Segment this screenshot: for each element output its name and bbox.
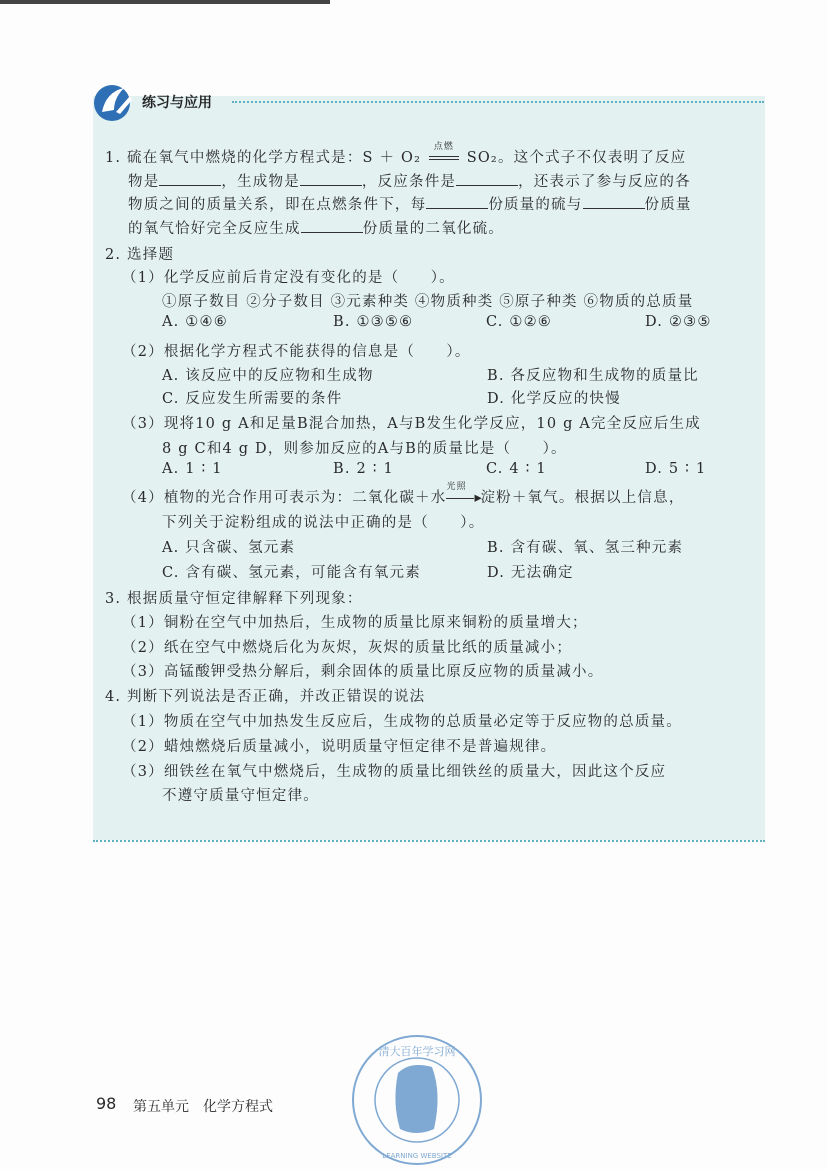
- option-c[interactable]: C. 含有碳、氢元素，可能含有氧元素: [162, 565, 421, 581]
- section-logo-icon: [92, 82, 136, 122]
- svg-text:LEARNING WEBSITE: LEARNING WEBSITE: [382, 1152, 452, 1160]
- option-a[interactable]: A. 只含碳、氢元素: [162, 540, 296, 556]
- q1-line3: 物质之间的质量关系，即在点燃条件下，每 份质量的硫与 份质量: [128, 197, 692, 213]
- option-b[interactable]: B. 各反应物和生成物的质量比: [487, 368, 699, 384]
- q2-4-stem2: 下列关于淀粉组成的说法中正确的是（ ）。: [162, 515, 485, 531]
- option-a[interactable]: A. 1 ∶ 1: [162, 461, 223, 477]
- divider: [232, 101, 764, 103]
- q4-item: （2）蜡烛燃烧后质量减小，说明质量守恒定律不是普遍规律。: [122, 739, 557, 755]
- option-c[interactable]: C. 4 ∶ 1: [486, 461, 547, 477]
- q2-1-stem: （1）化学反应前后肯定没有变化的是（ ）。: [122, 270, 455, 286]
- q3-item: （1）铜粉在空气中加热后，生成物的质量比原来铜粉的质量增大；: [122, 615, 588, 631]
- option-c[interactable]: C. ①②⑥: [486, 314, 552, 330]
- q4-title: 4. 判断下列说法是否正确，并改正错误的说法: [105, 689, 426, 705]
- q2-2-options: [162, 364, 762, 414]
- option-d[interactable]: D. 化学反应的快慢: [487, 391, 621, 407]
- blank[interactable]: [456, 173, 518, 186]
- q4-item: （1）物质在空气中加热发生反应后，生成物的总质量必定等于反应物的总质量。: [122, 714, 682, 730]
- option-b[interactable]: B. 含有碳、氧、氢三种元素: [487, 540, 684, 556]
- q2-4-stem1: （4）植物的光合作用可表示为：二氧化碳＋水 光照 ▸淀粉＋氧气。根据以上信息，: [122, 482, 685, 506]
- blank[interactable]: [426, 196, 488, 209]
- svg-text:清大百年学习网: 清大百年学习网: [378, 1045, 456, 1058]
- option-b[interactable]: B. ①③⑤⑥: [333, 314, 414, 330]
- q3-item: （2）纸在空气中燃烧后化为灰烬，灰烬的质量比纸的质量减小；: [122, 640, 573, 656]
- top-edge: [0, 0, 330, 4]
- divider: [93, 840, 765, 842]
- q2-2-stem: （2）根据化学方程式不能获得的信息是（ ）。: [122, 344, 471, 360]
- q2-4-options: [162, 536, 762, 586]
- q2-title: 2. 选择题: [105, 247, 175, 263]
- option-d[interactable]: D. 5 ∶ 1: [645, 461, 707, 477]
- q2-1-items: ①原子数目 ②分子数目 ③元素种类 ④物质种类 ⑤原子种类 ⑥物质的总质量: [162, 294, 694, 310]
- option-a[interactable]: A. ①④⑥: [162, 314, 228, 330]
- option-a[interactable]: A. 该反应中的反应物和生成物: [162, 368, 374, 384]
- q3-item: （3）高锰酸钾受热分解后，剩余固体的质量比原反应物的质量减小。: [122, 664, 604, 680]
- q3-title: 3. 根据质量守恒定律解释下列现象：: [105, 591, 363, 607]
- chapter-title: 第五单元 化学方程式: [133, 1099, 273, 1115]
- watermark-seal: [350, 1033, 485, 1168]
- q4-item: （3）细铁丝在氧气中燃烧后，生成物的质量比细铁丝的质量大，因此这个反应: [122, 764, 667, 780]
- q1-line2: 物是 ，生成物是 ，反应条件是 ，还表示了参与反应的各: [128, 174, 691, 190]
- option-b[interactable]: B. 2 ∶ 1: [333, 461, 394, 477]
- blank[interactable]: [583, 196, 645, 209]
- reaction-condition: 点燃: [427, 150, 461, 166]
- option-d[interactable]: D. 无法确定: [487, 565, 574, 581]
- page-number: 98: [96, 1094, 117, 1113]
- arrow-icon: 光照 ▸: [446, 482, 483, 506]
- option-c[interactable]: C. 反应发生所需要的条件: [162, 391, 343, 407]
- option-d[interactable]: D. ②③⑤: [645, 314, 712, 330]
- q2-3-stem1: （3）现将10 g A和足量B混合加热，A与B发生化学反应，10 g A完全反应后生成: [122, 416, 701, 432]
- blank[interactable]: [301, 220, 363, 233]
- q4-item-cont: 不遵守质量守恒定律。: [162, 788, 319, 804]
- q1-line1: 1. 硫在氧气中燃烧的化学方程式是：S ＋ O₂ 点燃 SO₂。这个式子不仅表明了反应: [105, 142, 687, 166]
- q2-3-stem2: 8 g C和4 g D，则参加反应的A与B的质量比是（ ）。: [162, 441, 567, 457]
- blank[interactable]: [159, 173, 221, 186]
- section-title: 练习与应用: [142, 95, 212, 111]
- blank[interactable]: [300, 173, 362, 186]
- q1-line4: 的氧气恰好完全反应生成 份质量的二氧化硫。: [128, 221, 505, 237]
